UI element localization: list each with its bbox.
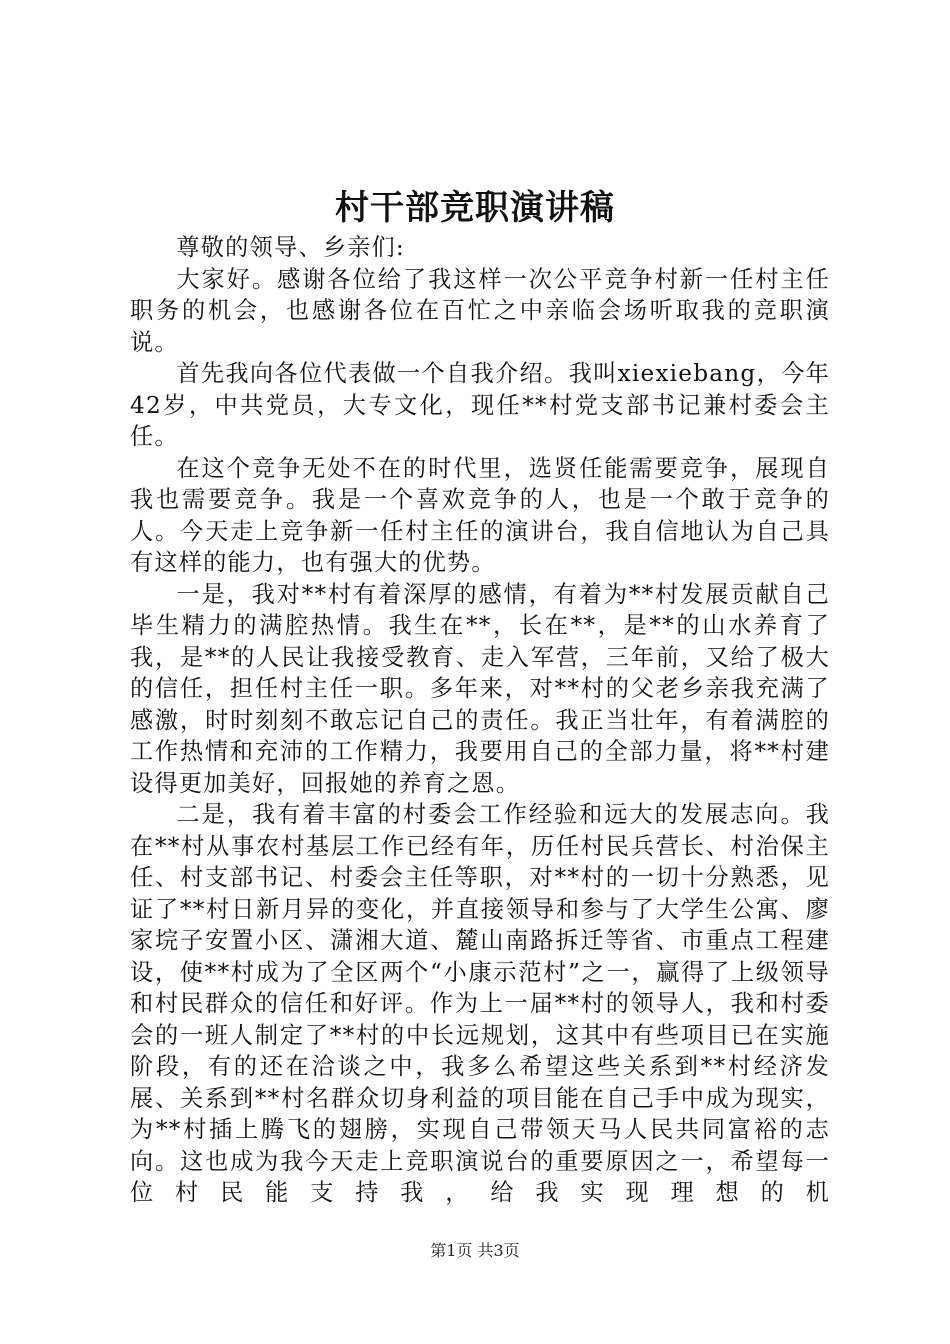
greeting-paragraph: 大家好。感谢各位给了我这样一次公平竞争村新一任村主任职务的机会，也感谢各位在百忙之中亲临会场听取我的竞职演说。 <box>130 265 830 356</box>
salutation-paragraph: 尊敬的领导、乡亲们: <box>176 234 405 261</box>
page-number-footer: 第1页 共3页 <box>430 1241 520 1260</box>
second-advantage-paragraph: 二是，我有着丰富的村委会工作经验和远大的发展志向。我在**村从事农村基层工作已经有年，历任村民兵营长、村治保主任、村支部书记、村委会主任等职，对**村的一切十分熟悉，见证了**村日新月异的变化，并直接领导和参与了大学生公寓、廖家垸子安置小区、潇湘大道、麓山南路拆迁等省、市重点工程建设，使**村成为了全区两个“小康示范村”之一，赢得了上级领导和村民群众的信任和好评。作为上一届**村的领导人，我和村委会的一班人制定了**村的中长远规划，这其中有些项目已在实施阶段，有的还在洽谈之中，我多么希望这些关系到**村经济发展、关系到**村名群众切身利益的项目能在自己手中成为现实，为**村插上腾飞的翅膀，实现自己带领天马人民共同富裕的志向。这也成为我今天走上竞职演说台的重要原因之一，希望每一位村民能支持我，给我实现理想的机 <box>130 801 830 1206</box>
first-advantage-paragraph: 一是，我对**村有着深厚的感情，有着为**村发展贡献自己毕生精力的满腔热情。我生在**，长在**，是**的山水养育了我，是**的人民让我接受教育、走入军营，三年前，又给了极大的信任，担任村主任一职。多年来，对**村的父老乡亲我充满了感激，时时刻刻不敢忘记自己的责任。我正当壮年，有着满腔的工作热情和充沛的工作精力，我要用自己的全部力量，将**村建设得更加美好，回报她的养育之恩。 <box>130 580 830 797</box>
page-title: 村干部竞职演讲稿 <box>335 188 615 228</box>
document-body <box>130 232 830 1209</box>
self-introduction-paragraph: 首先我向各位代表做一个自我介绍。我叫xiexiebang，今年42岁，中共党员，大专文化，现任**村党支部书记兼村委会主任。 <box>130 360 830 450</box>
competition-paragraph: 在这个竞争无处不在的时代里，选贤任能需要竞争，展现自我也需要竞争。我是一个喜欢竞争的人，也是一个敢于竞争的人。今天走上竞争新一任村主任的演讲台，我自信地认为自己具有这样的能力，也有强大的优势。 <box>130 454 830 576</box>
